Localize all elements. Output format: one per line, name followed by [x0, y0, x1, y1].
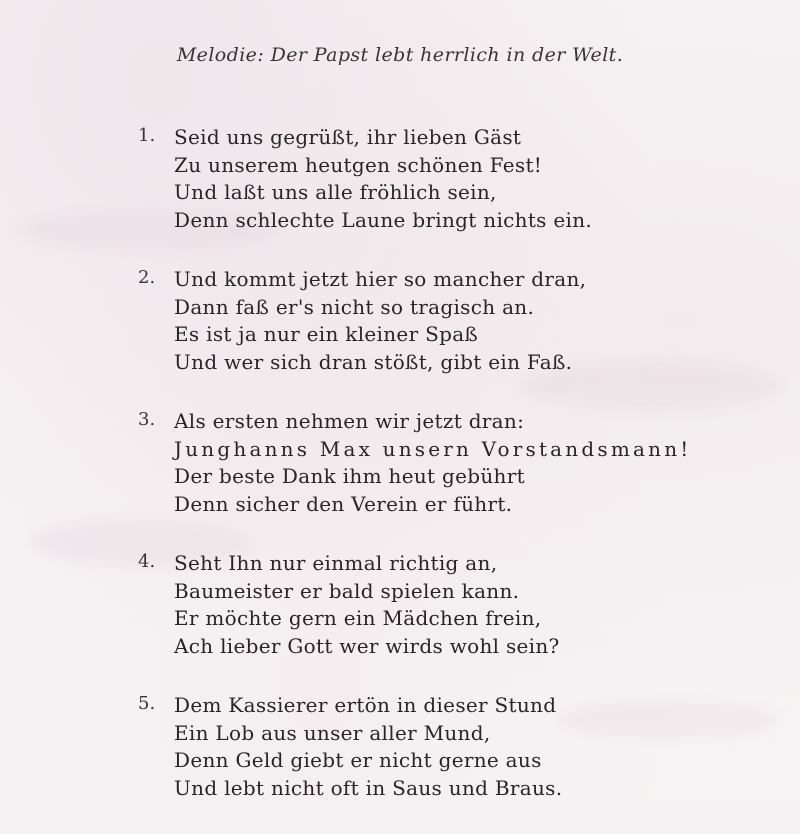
verse-line: Dann faß er's nicht so tragisch an. — [174, 294, 535, 319]
verse-line: Ein Lob aus unser aller Mund, — [174, 720, 491, 745]
verse-line: Und laßt uns alle fröhlich sein, — [174, 180, 497, 204]
verse-line: Es ist ja nur ein kleiner Spaß — [174, 322, 479, 346]
stanza-number: 3. — [138, 409, 156, 430]
stanza — [138, 692, 778, 802]
stanza — [138, 550, 778, 660]
verse-line: Und wer sich dran stößt, gibt ein Faß. — [174, 349, 573, 374]
melody-line: Melodie: Der Papst lebt herrlich in der Welt. — [176, 44, 624, 66]
stanza-number: 2. — [138, 267, 156, 288]
verse-line: Seid uns gegrüßt, ihr lieben Gäst — [174, 125, 522, 149]
stanza — [138, 266, 778, 376]
stanza-number: 4. — [138, 551, 156, 572]
stanza-number: 1. — [138, 125, 156, 146]
stanza — [138, 408, 778, 518]
verse-line: Dem Kassierer ertön in dieser Stund — [174, 693, 557, 717]
verse-line: Baumeister er bald spielen kann. — [174, 578, 520, 603]
verse-line: Und kommt jetzt hier so mancher dran, — [174, 267, 587, 291]
stanza-number: 5. — [138, 693, 156, 714]
verse-line: Ach lieber Gott wer wirds wohl sein? — [174, 633, 560, 658]
verse-line: Denn Geld giebt er nicht gerne aus — [174, 748, 542, 772]
verse-line: Seht Ihn nur einmal richtig an, — [174, 551, 498, 575]
verse-line: Er möchte gern ein Mädchen frein, — [174, 606, 542, 630]
verse-line: Als ersten nehmen wir jetzt dran: — [174, 409, 525, 433]
verse-line: Der beste Dank ihm heut gebührt — [174, 464, 525, 488]
verse-line: Denn schlechte Laune bringt nichts ein. — [174, 207, 593, 232]
verse-line: Und lebt nicht oft in Saus und Braus. — [174, 775, 563, 800]
verse-line: Denn sicher den Verein er führt. — [174, 491, 513, 516]
verse-line: Zu unserem heutgen schönen Fest! — [174, 152, 543, 177]
stanza — [138, 124, 778, 234]
verse-line: Junghanns Max unsern Vorstandsmann! — [174, 436, 692, 461]
song-text — [138, 124, 778, 834]
